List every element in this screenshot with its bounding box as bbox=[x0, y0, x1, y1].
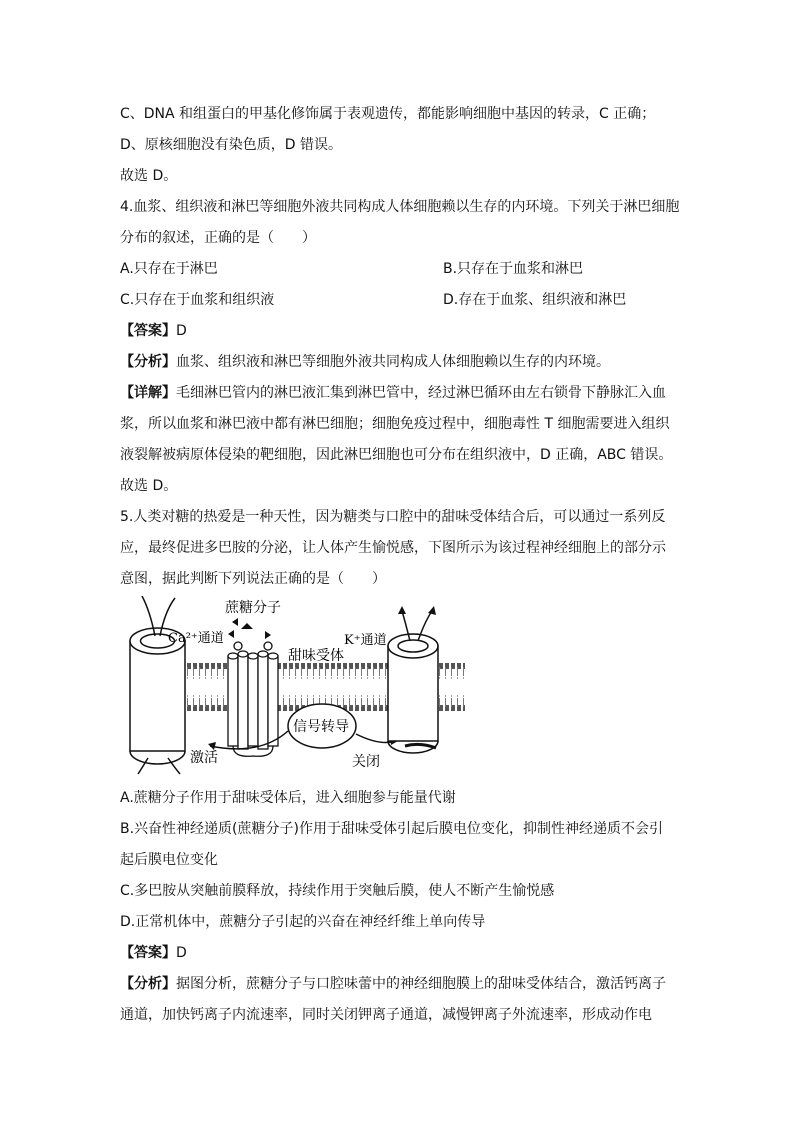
label-activate: 激活 bbox=[190, 750, 218, 766]
option-b: 起后膜电位变化 bbox=[120, 852, 218, 868]
option-d: D.正常机体中，蔗糖分子引起的兴奋在神经纤维上单向传导 bbox=[120, 914, 486, 930]
label-sucrose: 蔗糖分子 bbox=[225, 600, 281, 616]
answer-line bbox=[120, 943, 187, 963]
option-d: D.存在于血浆、组织液和淋巴 bbox=[443, 292, 627, 308]
potassium-channel bbox=[388, 634, 438, 753]
sweet-receptor bbox=[228, 642, 278, 756]
answer-tag: 【答案】 bbox=[120, 323, 176, 339]
label-sweet-receptor: 甜味受体 bbox=[288, 648, 344, 664]
label-potassium-channel: K⁺通道 bbox=[344, 633, 387, 648]
option-b: B.只存在于血浆和淋巴 bbox=[443, 261, 584, 277]
question-4-stem: 分布的叙述，正确的是（ ） bbox=[120, 230, 316, 246]
label-close: 关闭 bbox=[352, 754, 380, 770]
label-calcium-channel: Ca²⁺通道 bbox=[168, 631, 224, 646]
analysis-tag: 【分析】 bbox=[120, 354, 176, 370]
analysis-line: 通道，加快钙离子内流速率，同时关闭钾离子通道，减慢钾离子外流速率，形成动作电 bbox=[120, 1007, 652, 1023]
text-line: D、原核细胞没有染色质，D 错误。 bbox=[120, 137, 343, 153]
option-b: B.兴奋性神经递质(蔗糖分子)作用于甜味受体引起后膜电位变化，抑制性神经递质不会引 bbox=[120, 821, 663, 837]
analysis-text: 据图分析，蔗糖分子与口腔味蕾中的神经细胞膜上的甜味受体结合，激活钙离子 bbox=[176, 976, 666, 992]
text-line: 故选 D。 bbox=[120, 168, 178, 184]
analysis-text: 血浆、组织液和淋巴等细胞外液共同构成人体细胞赖以生存的内环境。 bbox=[176, 354, 610, 370]
question-5-stem: 意图，据此判断下列说法正确的是（ ） bbox=[120, 571, 386, 587]
label-signal-transduction: 信号转导 bbox=[293, 719, 349, 735]
option-a: A.蔗糖分子作用于甜味受体后，进入细胞参与能量代谢 bbox=[120, 790, 456, 806]
answer-tag: 【答案】 bbox=[120, 945, 176, 961]
option-c: C.多巴胺从突触前膜释放，持续作用于突触后膜，使人不断产生愉悦感 bbox=[120, 883, 555, 899]
answer-value: D bbox=[176, 945, 187, 961]
text-line: C、DNA 和组蛋白的甲基化修饰属于表观遗传，都能影响细胞中基因的转录，C 正确； bbox=[120, 106, 656, 122]
detail-text: 毛细淋巴管内的淋巴液汇集到淋巴管中，经过淋巴循环由左右锁骨下静脉汇入血 bbox=[176, 385, 666, 401]
membrane-diagram bbox=[120, 596, 470, 782]
calcium-channel bbox=[130, 628, 185, 764]
sucrose-molecules bbox=[228, 618, 271, 639]
answer-value: D bbox=[176, 323, 187, 339]
answer-line bbox=[120, 321, 187, 341]
option-a: A.只存在于淋巴 bbox=[120, 261, 218, 277]
detail-line bbox=[120, 383, 666, 403]
analysis-line bbox=[120, 352, 610, 372]
question-5-stem: 5.人类对糖的热爱是一种天性，因为糖类与口腔中的甜味受体结合后，可以通过一系列反 bbox=[120, 509, 666, 525]
text-line: 故选 D。 bbox=[120, 478, 178, 494]
detail-line: 浆，所以血浆和淋巴液中都有淋巴细胞；细胞免疫过程中，细胞毒性 T 细胞需要进入组织 bbox=[120, 416, 670, 432]
detail-line: 液裂解被病原体侵染的靶细胞，因此淋巴细胞也可分布在组织液中，D 正确，ABC 错误。 bbox=[120, 447, 673, 463]
analysis-tag: 【分析】 bbox=[120, 976, 176, 992]
question-4-stem: 4.血浆、组织液和淋巴等细胞外液共同构成人体细胞赖以生存的内环境。下列关于淋巴细胞 bbox=[120, 199, 680, 215]
question-5-stem: 应，最终促进多巴胺的分泌，让人体产生愉悦感，下图所示为该过程神经细胞上的部分示 bbox=[120, 540, 666, 556]
option-c: C.只存在于血浆和组织液 bbox=[120, 292, 275, 308]
analysis-line bbox=[120, 974, 666, 994]
detail-tag: 【详解】 bbox=[120, 385, 176, 401]
